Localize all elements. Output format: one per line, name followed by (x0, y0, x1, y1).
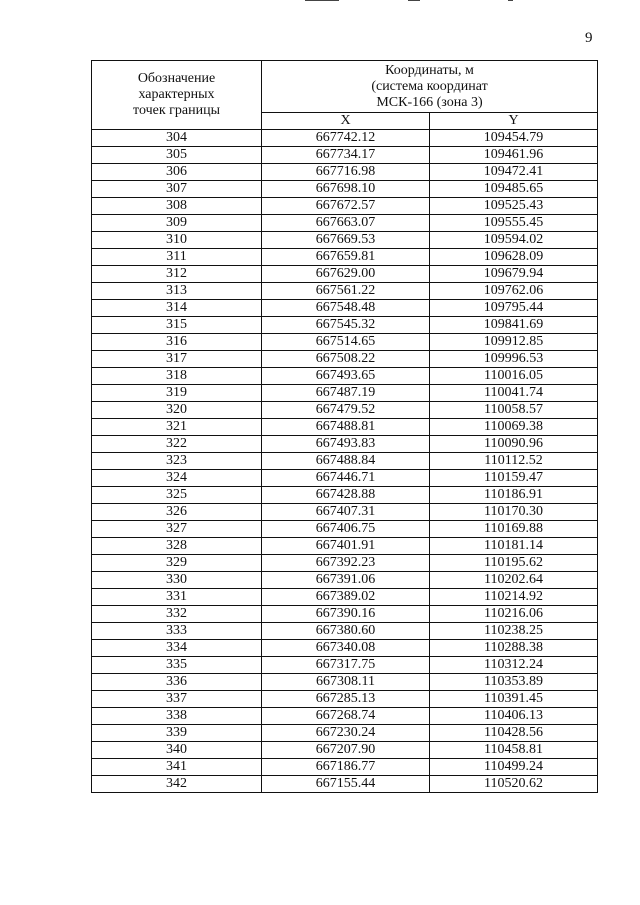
x-coordinate-cell: 667488.84 (262, 453, 430, 470)
point-number-cell: 307 (92, 181, 262, 198)
x-coordinate-cell: 667406.75 (262, 521, 430, 538)
y-coordinate-cell: 109594.02 (430, 232, 598, 249)
point-number-cell: 333 (92, 623, 262, 640)
point-number-cell: 316 (92, 334, 262, 351)
table-row (92, 657, 598, 674)
y-coordinate-cell: 110216.06 (430, 606, 598, 623)
header-point-designation (92, 61, 262, 130)
point-number-cell: 318 (92, 368, 262, 385)
x-coordinate-cell: 667285.13 (262, 691, 430, 708)
x-coordinate-cell: 667716.98 (262, 164, 430, 181)
x-coordinate-cell: 667428.88 (262, 487, 430, 504)
x-coordinate-cell: 667545.32 (262, 317, 430, 334)
point-number-cell: 322 (92, 436, 262, 453)
y-coordinate-cell: 110288.38 (430, 640, 598, 657)
point-number-cell: 315 (92, 317, 262, 334)
table-row (92, 742, 598, 759)
y-coordinate-cell: 110112.52 (430, 453, 598, 470)
point-number-cell: 329 (92, 555, 262, 572)
page-number: 9 (585, 30, 593, 46)
point-number-cell: 311 (92, 249, 262, 266)
y-coordinate-cell: 110406.13 (430, 708, 598, 725)
x-coordinate-cell: 667493.65 (262, 368, 430, 385)
point-number-cell: 342 (92, 776, 262, 793)
x-coordinate-cell: 667401.91 (262, 538, 430, 555)
y-coordinate-cell: 110181.14 (430, 538, 598, 555)
point-number-cell: 337 (92, 691, 262, 708)
x-coordinate-cell: 667317.75 (262, 657, 430, 674)
point-number-cell: 330 (92, 572, 262, 589)
x-coordinate-cell: 667207.90 (262, 742, 430, 759)
x-coordinate-cell: 667268.74 (262, 708, 430, 725)
table-row (92, 147, 598, 164)
scan-artifact-line (508, 0, 513, 1)
table-row (92, 776, 598, 793)
table-row (92, 487, 598, 504)
x-coordinate-cell: 667508.22 (262, 351, 430, 368)
point-number-cell: 331 (92, 589, 262, 606)
header-line: точек границы (133, 103, 220, 118)
coordinates-table (91, 60, 598, 793)
table-row (92, 181, 598, 198)
y-coordinate-cell: 110170.30 (430, 504, 598, 521)
table-row (92, 572, 598, 589)
table-row (92, 470, 598, 487)
table-body (92, 130, 598, 793)
point-number-cell: 326 (92, 504, 262, 521)
table-row (92, 589, 598, 606)
y-coordinate-cell: 109525.43 (430, 198, 598, 215)
table-row (92, 368, 598, 385)
y-coordinate-cell: 110312.24 (430, 657, 598, 674)
y-coordinate-cell: 109912.85 (430, 334, 598, 351)
point-number-cell: 305 (92, 147, 262, 164)
table-row (92, 300, 598, 317)
x-coordinate-cell: 667380.60 (262, 623, 430, 640)
table-row (92, 504, 598, 521)
header-line: МСК-166 (зона 3) (376, 94, 483, 110)
y-coordinate-cell: 110090.96 (430, 436, 598, 453)
x-coordinate-cell: 667407.31 (262, 504, 430, 521)
table-row (92, 555, 598, 572)
y-coordinate-cell: 110214.92 (430, 589, 598, 606)
header-line: Координаты, м (385, 62, 474, 78)
x-coordinate-cell: 667392.23 (262, 555, 430, 572)
table-row (92, 725, 598, 742)
point-number-cell: 328 (92, 538, 262, 555)
point-number-cell: 340 (92, 742, 262, 759)
table-row (92, 334, 598, 351)
y-coordinate-cell: 110499.24 (430, 759, 598, 776)
header-x: X (262, 113, 430, 130)
header-line: Обозначение (137, 71, 216, 86)
x-coordinate-cell: 667663.07 (262, 215, 430, 232)
x-coordinate-cell: 667389.02 (262, 589, 430, 606)
table-row (92, 538, 598, 555)
point-number-cell: 323 (92, 453, 262, 470)
table-row (92, 215, 598, 232)
y-coordinate-cell: 109472.41 (430, 164, 598, 181)
point-number-cell: 310 (92, 232, 262, 249)
x-coordinate-cell: 667446.71 (262, 470, 430, 487)
y-coordinate-cell: 110159.47 (430, 470, 598, 487)
point-number-cell: 308 (92, 198, 262, 215)
y-coordinate-cell: 109996.53 (430, 351, 598, 368)
table-row (92, 385, 598, 402)
y-coordinate-cell: 110202.64 (430, 572, 598, 589)
point-number-cell: 341 (92, 759, 262, 776)
y-coordinate-cell: 110458.81 (430, 742, 598, 759)
y-coordinate-cell: 109461.96 (430, 147, 598, 164)
y-coordinate-cell: 110195.62 (430, 555, 598, 572)
x-coordinate-cell: 667308.11 (262, 674, 430, 691)
x-coordinate-cell: 667186.77 (262, 759, 430, 776)
y-coordinate-cell: 110058.57 (430, 402, 598, 419)
point-number-cell: 327 (92, 521, 262, 538)
x-coordinate-cell: 667734.17 (262, 147, 430, 164)
y-coordinate-cell: 109841.69 (430, 317, 598, 334)
y-coordinate-cell: 110069.38 (430, 419, 598, 436)
x-coordinate-cell: 667390.16 (262, 606, 430, 623)
table-row (92, 521, 598, 538)
x-coordinate-cell: 667672.57 (262, 198, 430, 215)
y-coordinate-cell: 110428.56 (430, 725, 598, 742)
table-row (92, 249, 598, 266)
x-coordinate-cell: 667698.10 (262, 181, 430, 198)
table-row (92, 232, 598, 249)
y-coordinate-cell: 110169.88 (430, 521, 598, 538)
x-coordinate-cell: 667488.81 (262, 419, 430, 436)
table-row (92, 351, 598, 368)
point-number-cell: 306 (92, 164, 262, 181)
x-coordinate-cell: 667155.44 (262, 776, 430, 793)
scan-artifact-line (305, 0, 339, 1)
y-coordinate-cell: 109628.09 (430, 249, 598, 266)
point-number-cell: 313 (92, 283, 262, 300)
y-coordinate-cell: 110520.62 (430, 776, 598, 793)
point-number-cell: 317 (92, 351, 262, 368)
table-row (92, 198, 598, 215)
point-number-cell: 339 (92, 725, 262, 742)
y-coordinate-cell: 110016.05 (430, 368, 598, 385)
point-number-cell: 321 (92, 419, 262, 436)
y-coordinate-cell: 109679.94 (430, 266, 598, 283)
x-coordinate-cell: 667493.83 (262, 436, 430, 453)
x-coordinate-cell: 667391.06 (262, 572, 430, 589)
table-row (92, 164, 598, 181)
table-row (92, 759, 598, 776)
table-row (92, 708, 598, 725)
y-coordinate-cell: 109485.65 (430, 181, 598, 198)
scan-artifact-line (408, 0, 420, 1)
point-number-cell: 304 (92, 130, 262, 147)
y-coordinate-cell: 109762.06 (430, 283, 598, 300)
x-coordinate-cell: 667230.24 (262, 725, 430, 742)
point-number-cell: 314 (92, 300, 262, 317)
y-coordinate-cell: 109795.44 (430, 300, 598, 317)
table-row (92, 606, 598, 623)
y-coordinate-cell: 109555.45 (430, 215, 598, 232)
x-coordinate-cell: 667669.53 (262, 232, 430, 249)
point-number-cell: 319 (92, 385, 262, 402)
point-number-cell: 320 (92, 402, 262, 419)
point-number-cell: 332 (92, 606, 262, 623)
point-number-cell: 336 (92, 674, 262, 691)
header-line: (система координат (371, 78, 488, 94)
header-coordinates (262, 61, 598, 113)
point-number-cell: 312 (92, 266, 262, 283)
x-coordinate-cell: 667479.52 (262, 402, 430, 419)
x-coordinate-cell: 667561.22 (262, 283, 430, 300)
table-row (92, 130, 598, 147)
y-coordinate-cell: 110238.25 (430, 623, 598, 640)
table-row (92, 436, 598, 453)
x-coordinate-cell: 667742.12 (262, 130, 430, 147)
point-number-cell: 324 (92, 470, 262, 487)
table-row (92, 453, 598, 470)
x-coordinate-cell: 667548.48 (262, 300, 430, 317)
point-number-cell: 338 (92, 708, 262, 725)
point-number-cell: 335 (92, 657, 262, 674)
y-coordinate-cell: 110353.89 (430, 674, 598, 691)
table-row (92, 691, 598, 708)
y-coordinate-cell: 109454.79 (430, 130, 598, 147)
table-row (92, 674, 598, 691)
header-line: характерных (138, 87, 215, 102)
table-row (92, 623, 598, 640)
x-coordinate-cell: 667340.08 (262, 640, 430, 657)
y-coordinate-cell: 110186.91 (430, 487, 598, 504)
x-coordinate-cell: 667514.65 (262, 334, 430, 351)
point-number-cell: 309 (92, 215, 262, 232)
point-number-cell: 334 (92, 640, 262, 657)
x-coordinate-cell: 667487.19 (262, 385, 430, 402)
table-row (92, 317, 598, 334)
table-row (92, 266, 598, 283)
x-coordinate-cell: 667629.00 (262, 266, 430, 283)
y-coordinate-cell: 110041.74 (430, 385, 598, 402)
table-row (92, 283, 598, 300)
table-row (92, 402, 598, 419)
table-row (92, 419, 598, 436)
y-coordinate-cell: 110391.45 (430, 691, 598, 708)
header-y: Y (430, 113, 598, 130)
table-row (92, 640, 598, 657)
x-coordinate-cell: 667659.81 (262, 249, 430, 266)
point-number-cell: 325 (92, 487, 262, 504)
